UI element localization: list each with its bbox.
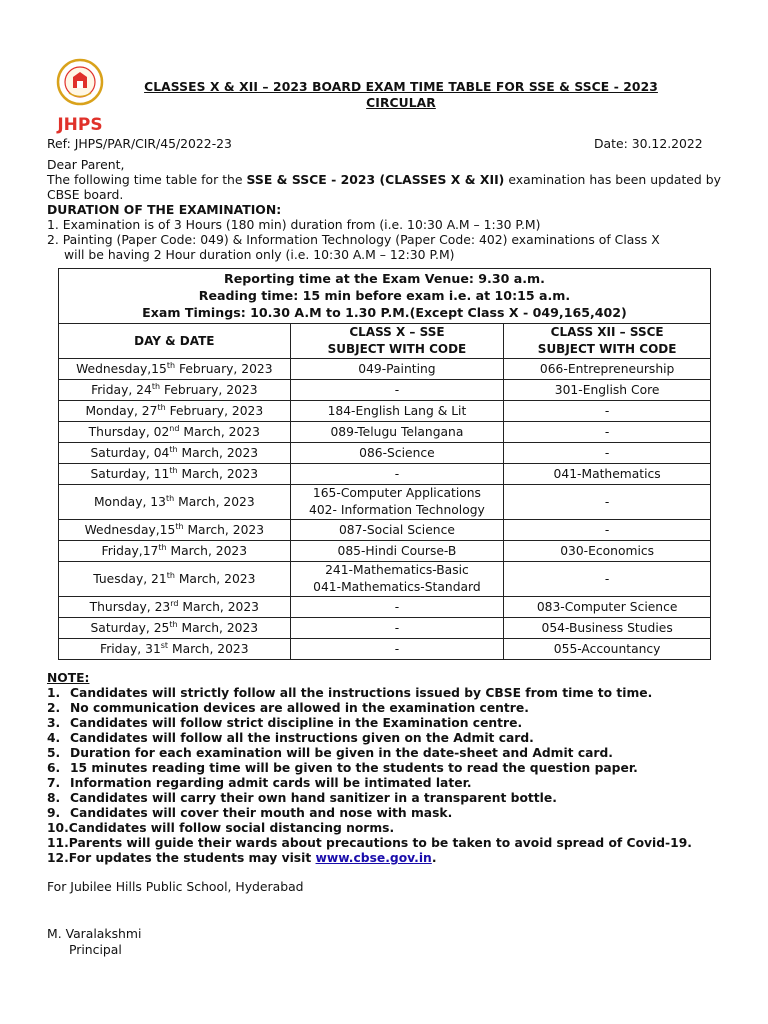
day-date-cell: Wednesday,15th March, 2023 <box>59 520 291 541</box>
principal-name: M. Varalakshmi <box>47 926 142 941</box>
class-xii-subject-cell: 055-Accountancy <box>504 639 711 660</box>
duration-point-2: 2. Painting (Paper Code: 049) & Information Technology (Paper Code: 402) examinations of Class X <box>47 232 660 247</box>
col-header-class-xii: CLASS XII – SSCE SUBJECT WITH CODE <box>504 324 711 359</box>
note-item: 7. Information regarding admit cards will be intimated later. <box>47 776 472 790</box>
timing-info-row <box>59 269 711 324</box>
class-xii-subject-cell: 301-English Core <box>504 380 711 401</box>
day-date-cell: Monday, 27th February, 2023 <box>59 401 291 422</box>
class-xii-subject-cell: 030-Economics <box>504 541 711 562</box>
class-xii-subject-cell: - <box>504 422 711 443</box>
note-item: 12. For updates the students may visit www.cbse.gov.in . <box>47 851 437 865</box>
salutation: Dear Parent, <box>47 157 125 172</box>
day-date-cell: Friday, 31st March, 2023 <box>59 639 291 660</box>
table-row <box>59 520 711 541</box>
class-xii-subject-cell: 083-Computer Science <box>504 597 711 618</box>
table-row <box>59 485 711 520</box>
reading-time: Reading time: 15 min before exam i.e. at 10:15 a.m. <box>198 288 571 303</box>
note-item: 6. 15 minutes reading time will be given to the students to read the question paper. <box>47 761 638 775</box>
title-line-1: CLASSES X & XII – 2023 BOARD EXAM TIME TABLE FOR SSE & SSCE - 2023 <box>144 80 658 94</box>
notes-heading: NOTE: <box>47 671 90 685</box>
note-item: 11. Parents will guide their wards about precautions to be taken to avoid spread of Covid-19. <box>47 836 692 850</box>
table-row <box>59 618 711 639</box>
note-item: 1. Candidates will strictly follow all the instructions issued by CBSE from time to time. <box>47 686 653 700</box>
col-header-day: DAY & DATE <box>59 324 291 359</box>
title-line-2: CIRCULAR <box>366 96 436 110</box>
note-item: 2. No communication devices are allowed in the examination centre. <box>47 701 529 715</box>
day-date-cell: Saturday, 04th March, 2023 <box>59 443 291 464</box>
day-date-cell: Wednesday,15th February, 2023 <box>59 359 291 380</box>
class-x-subject-cell: - <box>290 380 504 401</box>
note-item: 4. Candidates will follow all the instructions given on the Admit card. <box>47 731 534 745</box>
table-row <box>59 401 711 422</box>
notes-list <box>47 686 737 866</box>
note-item: 9. Candidates will cover their mouth and nose with mask. <box>47 806 453 820</box>
class-x-subject-cell: - <box>290 464 504 485</box>
class-x-subject-cell: 184-English Lang & Lit <box>290 401 504 422</box>
body-text <box>47 157 721 262</box>
duration-point-2-cont: will be having 2 Hour duration only (i.e. 10:30 A.M – 12:30 P.M) <box>64 247 455 262</box>
exam-timetable <box>58 268 711 660</box>
col-header-class-x: CLASS X – SSE SUBJECT WITH CODE <box>290 324 504 359</box>
table-header-row <box>59 324 711 359</box>
notes-section <box>47 671 737 866</box>
table-row <box>59 562 711 597</box>
day-date-cell: Friday,17th March, 2023 <box>59 541 291 562</box>
class-xii-subject-cell: - <box>504 485 711 520</box>
class-xii-subject-cell: - <box>504 562 711 597</box>
signature-block <box>47 926 141 958</box>
class-xii-subject-cell: 066-Entrepreneurship <box>504 359 711 380</box>
school-crest-icon <box>47 57 113 137</box>
exam-timings: Exam Timings: 10.30 A.M to 1.30 P.M.(Except Class X - 049,165,402) <box>142 305 627 320</box>
class-xii-subject-cell: - <box>504 443 711 464</box>
class-xii-subject-cell: - <box>504 401 711 422</box>
day-date-cell: Monday, 13th March, 2023 <box>59 485 291 520</box>
day-date-cell: Thursday, 23rd March, 2023 <box>59 597 291 618</box>
note-item: 5. Duration for each examination will be given in the date-sheet and Admit card. <box>47 746 613 760</box>
day-date-cell: Tuesday, 21th March, 2023 <box>59 562 291 597</box>
logo-text: JHPS <box>57 115 103 135</box>
class-x-subject-cell: 085-Hindi Course-B <box>290 541 504 562</box>
table-row <box>59 443 711 464</box>
signoff-org: For Jubilee Hills Public School, Hyderabad <box>47 879 304 894</box>
class-xii-subject-cell: - <box>504 520 711 541</box>
circular-date: Date: 30.12.2022 <box>594 136 703 151</box>
reporting-time: Reporting time at the Exam Venue: 9.30 a.m. <box>224 271 545 286</box>
note-item: 3. Candidates will follow strict discipline in the Examination centre. <box>47 716 523 730</box>
school-logo <box>47 57 113 137</box>
class-x-subject-cell: 087-Social Science <box>290 520 504 541</box>
duration-heading: DURATION OF THE EXAMINATION: <box>47 202 282 217</box>
table-row <box>59 380 711 401</box>
day-date-cell: Saturday, 11th March, 2023 <box>59 464 291 485</box>
class-xii-subject-cell: 054-Business Studies <box>504 618 711 639</box>
table-row <box>59 639 711 660</box>
class-x-subject-cell: - <box>290 639 504 660</box>
day-date-cell: Saturday, 25th March, 2023 <box>59 618 291 639</box>
class-x-subject-cell: 049-Painting <box>290 359 504 380</box>
table-row <box>59 464 711 485</box>
class-x-subject-cell: - <box>290 618 504 639</box>
table-row <box>59 541 711 562</box>
note-item: 8. Candidates will carry their own hand sanitizer in a transparent bottle. <box>47 791 557 805</box>
reference-number: Ref: JHPS/PAR/CIR/45/2022-23 <box>47 136 232 151</box>
class-x-subject-cell: 089-Telugu Telangana <box>290 422 504 443</box>
class-xii-subject-cell: 041-Mathematics <box>504 464 711 485</box>
day-date-cell: Thursday, 02nd March, 2023 <box>59 422 291 443</box>
class-x-subject-cell: 165-Computer Applications 402- Information Technology <box>290 485 504 520</box>
page-title <box>118 79 684 111</box>
intro-paragraph: The following time table for the SSE & SSCE - 2023 (CLASSES X & XII) examination has been updated by CBSE board. <box>47 172 722 202</box>
class-x-subject-cell: 086-Science <box>290 443 504 464</box>
duration-point-1: 1. Examination is of 3 Hours (180 min) duration from (i.e. 10:30 A.M – 1:30 P.M) <box>47 217 541 232</box>
day-date-cell: Friday, 24th February, 2023 <box>59 380 291 401</box>
principal-title: Principal <box>69 942 122 957</box>
table-row <box>59 359 711 380</box>
table-row <box>59 422 711 443</box>
table-row <box>59 597 711 618</box>
class-x-subject-cell: - <box>290 597 504 618</box>
note-item: 10. Candidates will follow social distancing norms. <box>47 821 395 835</box>
class-x-subject-cell: 241-Mathematics-Basic 041-Mathematics-Standard <box>290 562 504 597</box>
cbse-website-link[interactable]: www.cbse.gov.in <box>315 851 432 865</box>
